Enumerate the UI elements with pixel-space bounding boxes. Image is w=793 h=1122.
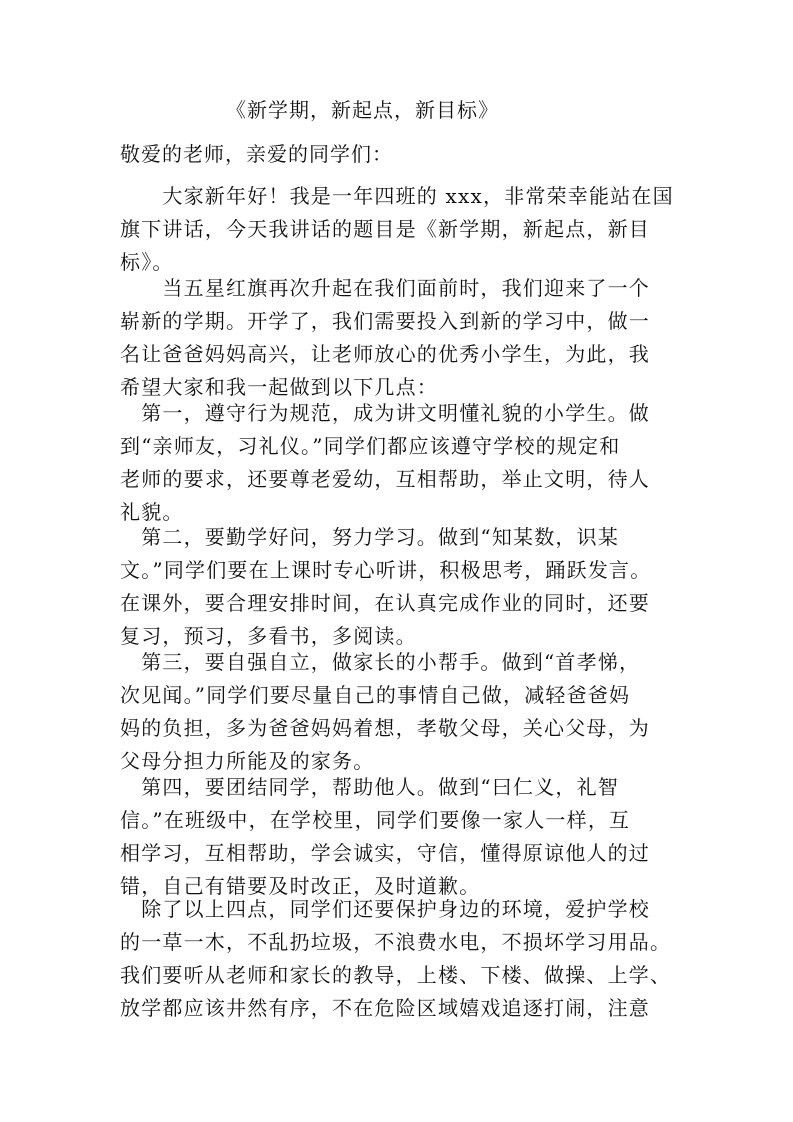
text-line: 老师的要求，还要尊老爱幼，互相帮助，举止文明，待人 — [120, 467, 650, 491]
text-line: 第三，要自强自立，做家长的小帮手。做到“首孝悌， — [120, 650, 641, 674]
text-line: 妈的负担，多为爸爸妈妈着想，孝敬父母，关心父母，为 — [120, 716, 650, 740]
text-line: 第一，遵守行为规范，成为讲文明懂礼貌的小学生。做 — [120, 401, 650, 425]
paragraph-environment — [120, 893, 680, 1025]
paragraph-new-term — [120, 272, 680, 404]
paragraph-point-4 — [120, 771, 680, 903]
text-line: 信。”在班级中，在学校里，同学们要像一家人一样，互 — [120, 808, 631, 832]
text-line: 大家新年好！我是一年四班的 xxx，非常荣幸能站在国 — [120, 184, 674, 208]
text-line: 崭新的学期。开学了，我们需要投入到新的学习中，做一 — [120, 309, 650, 333]
text-line: 标》。 — [120, 250, 174, 274]
text-line: 文。”同学们要在上课时专心听讲，积极思考，踊跃发言。 — [120, 558, 652, 582]
text-line: 旗下讲话，今天我讲话的题目是《新学期，新起点，新目 — [120, 217, 650, 241]
salutation: 敬爱的老师，亲爱的同学们： — [120, 142, 393, 166]
paragraph-point-2 — [120, 521, 680, 653]
paragraph-intro — [120, 180, 680, 279]
text-line: 复习，预习，多看书，多阅读。 — [120, 624, 417, 648]
text-line: 父母分担力所能及的家务。 — [120, 749, 375, 773]
paragraph-point-1 — [120, 397, 680, 529]
text-line: 相学习，互相帮助，学会诚实，守信，懂得原谅他人的过 — [120, 841, 650, 865]
text-line: 放学都应该井然有序，不在危险区域嬉戏追逐打闹，注意 — [120, 996, 650, 1020]
text-line: 在课外，要合理安排时间，在认真完成作业的同时，还要 — [120, 591, 650, 615]
text-line: 礼貌。 — [120, 500, 184, 524]
text-line: 次见闻。”同学们要尽量自己的事情自己做，减轻爸爸妈 — [120, 683, 631, 707]
text-line: 当五星红旗再次升起在我们面前时，我们迎来了一个 — [120, 276, 650, 300]
text-line: 第四，要团结同学，帮助他人。做到“曰仁义，礼智 — [120, 775, 620, 799]
text-line: 的一草一木，不乱扔垃圾，不浪费水电，不损坏学习用品。 — [120, 930, 672, 954]
text-line: 到“亲师友，习礼仪。”同学们都应该遵守学校的规定和 — [120, 434, 621, 458]
text-line: 除了以上四点，同学们还要保护身边的环境，爱护学校 — [120, 897, 650, 921]
paragraph-point-3 — [120, 646, 680, 778]
text-line: 希望大家和我一起做到以下几点： — [120, 375, 438, 399]
text-line: 名让爸爸妈妈高兴，让老师放心的优秀小学生，为此，我 — [120, 342, 650, 366]
text-line: 我们要听从老师和家长的教导，上楼、下楼、做操、上学、 — [120, 963, 672, 987]
text-line: 错，自己有错要及时改正，及时道歉。 — [120, 874, 481, 898]
text-line: 第二，要勤学好问，努力学习。做到“知某数，识某 — [120, 525, 620, 549]
document-title: 《新学期，新起点，新目标》 — [226, 98, 499, 122]
